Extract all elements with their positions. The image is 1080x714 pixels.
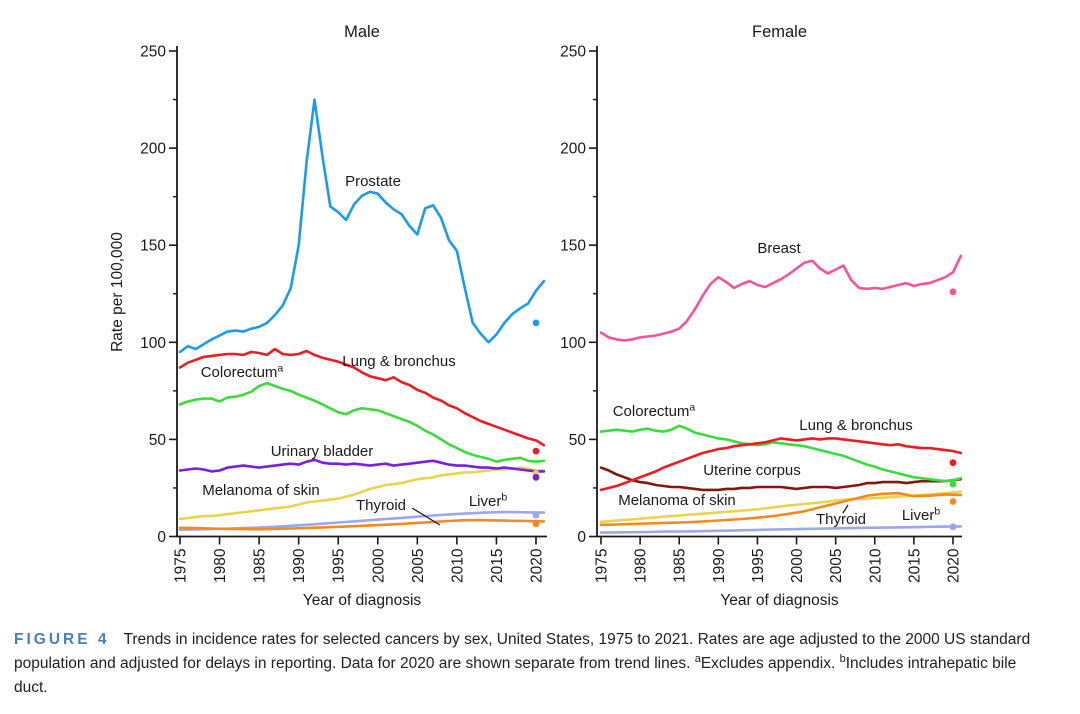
chart-panel-male	[109, 23, 547, 609]
x-tick-label: 2020	[945, 548, 963, 583]
x-tick-label: 2015	[906, 548, 924, 583]
series-line-breast-female	[601, 256, 961, 341]
x-tick-label: 2005	[828, 548, 846, 583]
x-tick-label: 2020	[528, 548, 546, 583]
x-tick-label: 2000	[370, 548, 388, 583]
x-tick-label: 1985	[671, 548, 689, 583]
dot-2020-thyroid-female	[950, 498, 957, 505]
panel-title-female: Female	[751, 23, 808, 41]
series-label-thyroid-male: Thyroid	[355, 497, 407, 514]
series-label-prostate-male: Prostate	[345, 173, 401, 190]
series-label-lung-bronchus-female: Lung & bronchus	[799, 417, 913, 434]
dot-2020-colorectum-female	[950, 481, 957, 488]
y-tick-label: 250	[560, 43, 586, 61]
series-label-urinary-bladder-male: Urinary bladder	[270, 443, 374, 460]
figure-caption	[14, 628, 1032, 700]
series-label-colorectum-female: Colorectum$^a$	[612, 401, 696, 420]
x-tick-label: 1975	[172, 548, 190, 583]
figure-number: FIGURE 4	[14, 631, 110, 648]
x-tick-label: 1980	[212, 548, 230, 583]
y-tick-label: 150	[140, 237, 166, 255]
x-tick-label: 2005	[409, 548, 427, 583]
x-tick-label: 1995	[749, 548, 767, 583]
y-tick-label: 150	[560, 237, 586, 255]
x-tick-label: 1995	[330, 548, 348, 583]
series-label-liver-male: Liver$^b$	[468, 491, 508, 510]
chart-panel-female	[560, 23, 962, 609]
dot-2020-urinary-bladder-male	[533, 474, 540, 481]
y-tick-label: 250	[140, 43, 166, 61]
dot-2020-prostate-male	[533, 320, 540, 327]
dot-2020-lung-bronchus-male	[533, 448, 540, 455]
x-axis-title-male: Year of diagnosis	[302, 592, 422, 609]
y-tick-label: 50	[568, 431, 586, 449]
series-label-thyroid-female: Thyroid	[815, 511, 867, 528]
panel-title-male: Male	[344, 23, 380, 41]
series-line-prostate-male	[180, 100, 544, 352]
y-tick-label: 200	[560, 140, 586, 158]
caption-footnote-a-marker: a	[694, 652, 701, 665]
dot-2020-lung-bronchus-female	[950, 459, 957, 466]
series-label-lung-bronchus-male: Lung & bronchus	[342, 353, 456, 370]
caption-text-3: Includes intrahepatic bile duct.	[14, 655, 1017, 696]
x-tick-label: 1985	[251, 548, 269, 583]
dot-2020-liver-male	[533, 512, 540, 519]
series-label-colorectum-male: Colorectum$^a$	[200, 362, 284, 381]
dot-2020-liver-female	[950, 523, 957, 530]
y-tick-label: 100	[560, 334, 586, 352]
y-tick-label: 0	[157, 529, 166, 546]
series-label-uterine-corpus-female: Uterine corpus	[703, 462, 801, 479]
y-tick-label: 0	[577, 529, 586, 546]
y-tick-label: 50	[148, 431, 166, 449]
x-tick-label: 2000	[789, 548, 807, 583]
y-tick-label: 100	[140, 334, 166, 352]
y-axis-title: Rate per 100,000	[109, 232, 126, 352]
axes-male	[177, 46, 547, 537]
caption-footnote-b-marker: b	[839, 652, 846, 665]
series-label-liver-female: Liver$^b$	[901, 505, 941, 524]
x-tick-label: 1980	[632, 548, 650, 583]
dot-2020-thyroid-male	[533, 521, 540, 528]
series-label-melanoma-of-skin-male: Melanoma of skin	[202, 482, 320, 499]
series-label-breast-female: Breast	[757, 240, 801, 257]
dot-2020-breast-female	[950, 288, 957, 295]
x-axis-title-female: Year of diagnosis	[720, 592, 839, 609]
caption-text-2: Excludes appendix.	[700, 655, 840, 672]
series-label-melanoma-of-skin-female: Melanoma of skin	[618, 492, 736, 509]
x-tick-label: 2010	[867, 548, 885, 583]
x-tick-label: 1975	[593, 548, 611, 583]
x-tick-label: 1990	[710, 548, 728, 583]
x-tick-label: 2015	[488, 548, 506, 583]
caption-text-1: Trends in incidence rates for selected cancers by sex, United States, 1975 to 2021. Rates are age adjusted to the 2000 US standard population and adjusted for delays in reporting. Data for 2020 are shown separate from trend lines.	[14, 631, 1031, 672]
series-line-liver-female	[601, 526, 961, 532]
x-tick-label: 1990	[291, 548, 309, 583]
x-tick-label: 2010	[449, 548, 467, 583]
y-tick-label: 200	[140, 140, 166, 158]
